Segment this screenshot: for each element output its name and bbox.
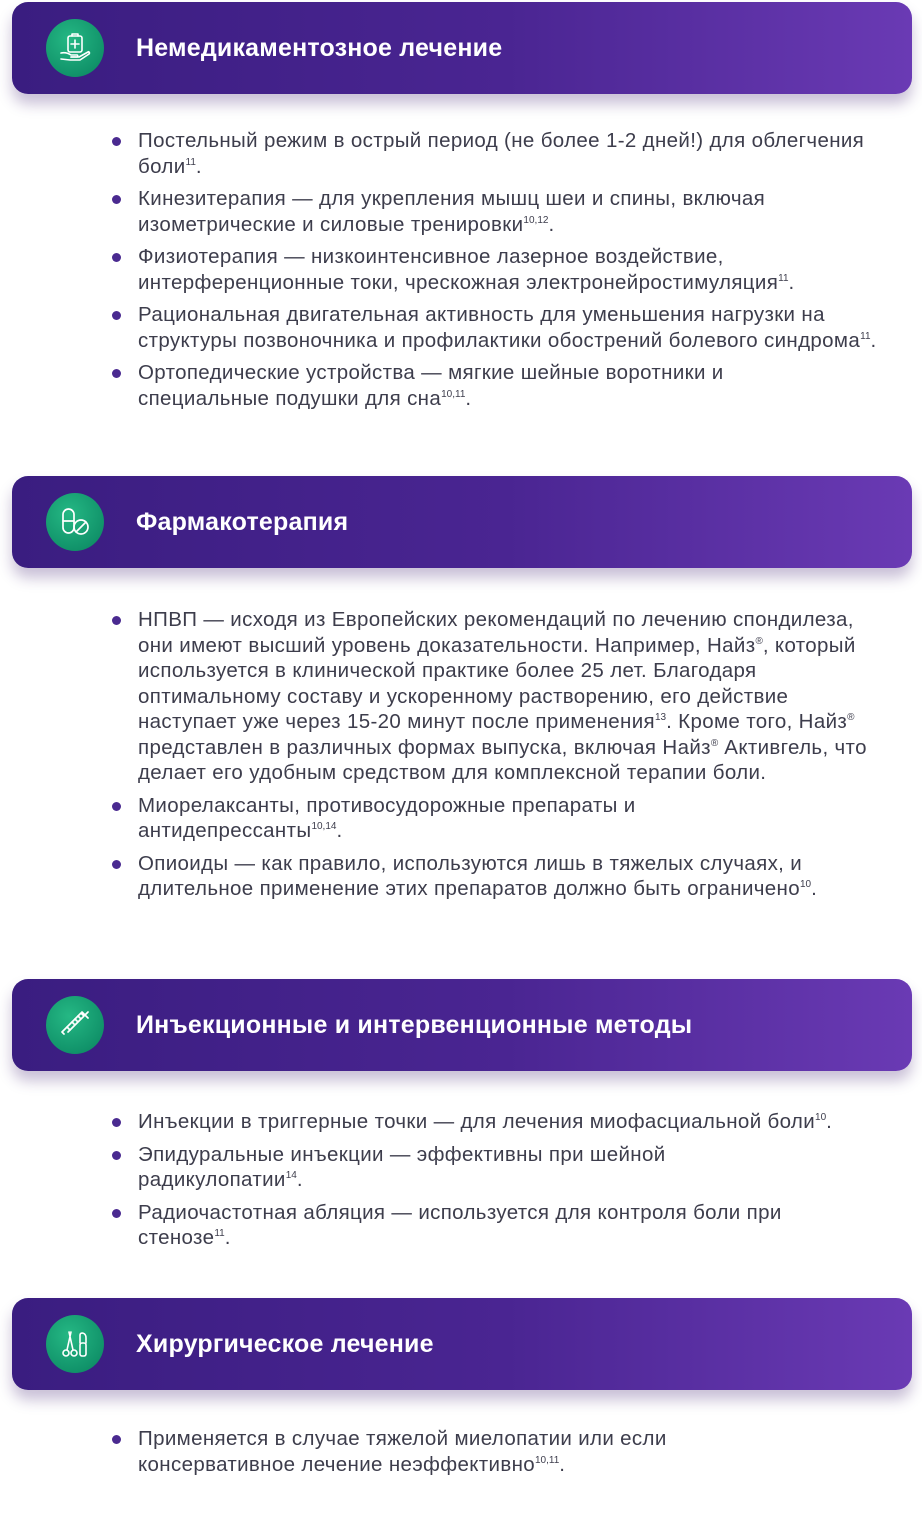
pills-icon	[46, 493, 104, 551]
section-header	[12, 1298, 912, 1390]
list-item: Опиоиды — как правило, используются лишь в тяжелых случаях, и длительное применение этих препаратов должно быть ограничено$^{10}$.	[0, 851, 868, 902]
bullet-list	[0, 1426, 758, 1484]
section-title: Хирургическое лечение	[136, 1329, 434, 1358]
syringe-icon	[46, 996, 104, 1054]
section-header	[12, 476, 912, 568]
bullet-list	[0, 1109, 838, 1258]
list-item: Миорелаксанты, противосудорожные препараты и антидепрессанты$^{10,14}$.	[0, 793, 718, 844]
list-item: Радиочастотная абляция — используется для контроля боли при стенозе$^{11}$.	[0, 1200, 818, 1251]
section-title: Немедикаментозное лечение	[136, 33, 503, 62]
list-item: Инъекции в триггерные точки — для лечения миофасциальной боли$^{10}$.	[0, 1109, 838, 1135]
section-title: Инъекционные и интервенционные методы	[136, 1010, 693, 1039]
list-item: Рациональная двигательная активность для уменьшения нагрузки на структуры позвоночника и профилактики обострений болевого синдрома$^{11}$.	[0, 302, 918, 353]
list-item: НПВП — исходя из Европейских рекомендаций по лечению спондилеза, они имеют высший уровень доказательности. Например, Найз®, который используется в клинической практике более 25 лет. Благодаря оптимальному составу и ускоренному растворению, его действие наступает уже через 15-20 минут после применения$^{13}$. Кроме того, Найз® представлен в различных формах выпуска, включая Найз® Активгель, что делает его удобным средством для комплексной терапии боли.	[0, 607, 883, 786]
list-item: Эпидуральные инъекции — эффективны при шейной радикулопатии$^{14}$.	[0, 1142, 738, 1193]
list-item: Применяется в случае тяжелой миелопатии или если консервативное лечение неэффективно$^{10,11}$.	[0, 1426, 758, 1477]
section-title: Фармакотерапия	[136, 507, 349, 536]
bullet-list	[0, 607, 883, 909]
list-item: Кинезитерапия — для укрепления мышц шеи и спины, включая изометрические и силовые тренировки$^{10,12}$.	[0, 186, 898, 237]
list-item: Постельный режим в острый период (не более 1-2 дней!) для облегчения боли$^{11}$.	[0, 128, 898, 179]
medical-hand-icon	[46, 19, 104, 77]
list-item: Ортопедические устройства — мягкие шейные воротники и специальные подушки для сна$^{10,11}$.	[0, 360, 838, 411]
list-item: Физиотерапия — низкоинтенсивное лазерное воздействие, интерференционные токи, чрескожная электронейростимуляция$^{11}$.	[0, 244, 898, 295]
bullet-list	[0, 128, 918, 418]
section-header	[12, 2, 912, 94]
surgical-tools-icon	[46, 1315, 104, 1373]
section-header	[12, 979, 912, 1071]
